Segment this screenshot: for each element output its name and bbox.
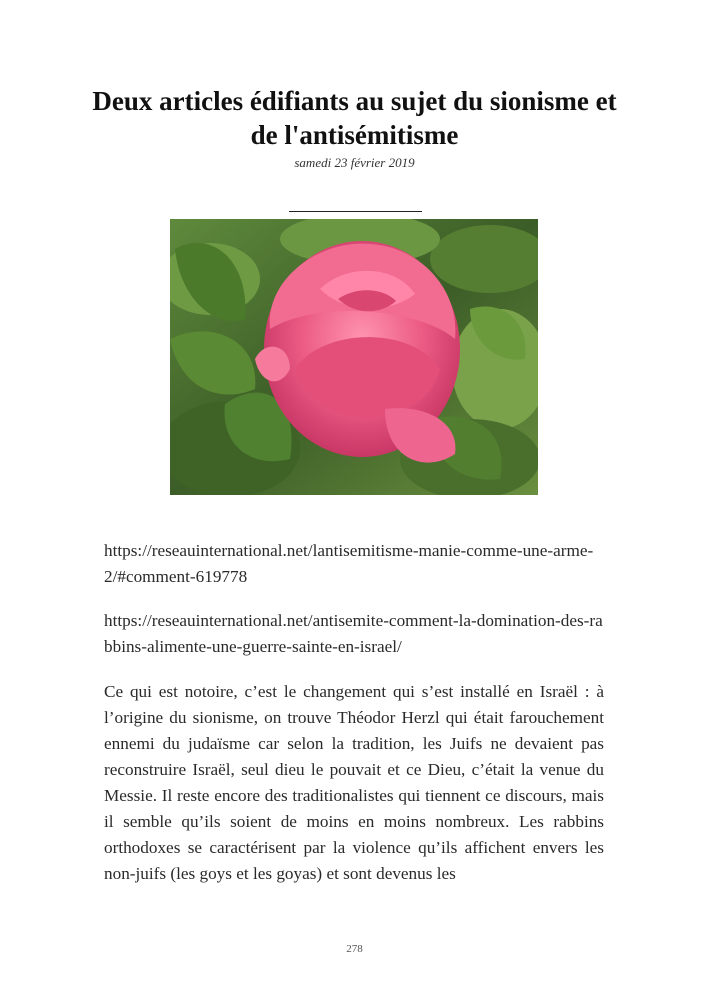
article-date: samedi 23 février 2019 xyxy=(294,155,415,170)
link-1[interactable]: https://reseauinternational.net/lantisemitisme-manie-comme-une-arme-2/#comment-619778 xyxy=(104,541,594,586)
link-2[interactable]: https://reseauinternational.net/antisemite-comment-la-domination-des-rabbins-alimente-une-guerre-sainte-en-israel/ xyxy=(104,611,603,656)
rose-photo xyxy=(170,219,538,495)
title-separator xyxy=(289,211,422,212)
page-number: 278 xyxy=(346,943,363,955)
article-paragraph: Ce qui est notoire, c’est le changement qui s’est installé en Israël : à l’origine du sionisme, on trouve Théodor Herzl qui était farouchement ennemi du judaïsme car selon la tradition, les Juifs ne devaient pas reconstruire Israël, seul dieu le pouvait et ce Dieu, c’était la venue du Messie. Il reste encore des traditionalistes qui tiennent ce discours, mais il semble qu’ils soient de moins en moins nombreux. Les rabbins orthodoxes se caractérisent par la violence qu’ils affichent envers les non-juifs (les goys et les goyas) et sont devenus les xyxy=(104,682,604,883)
article-title: Deux articles édifiants au sujet du sionisme et de l'antisémitisme xyxy=(92,86,617,150)
